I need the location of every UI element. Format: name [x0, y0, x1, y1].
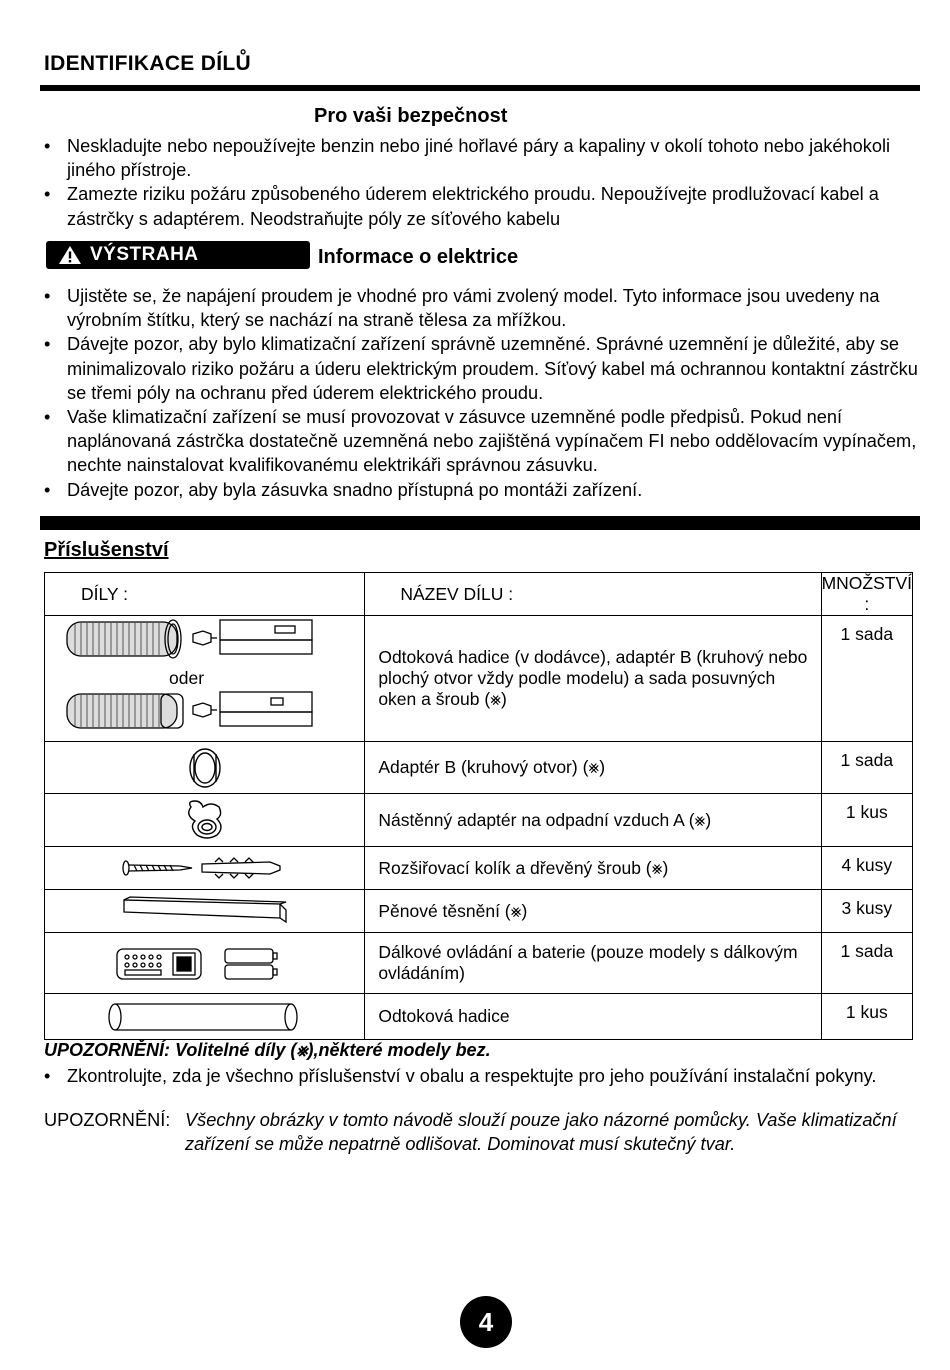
part-name: Odtoková hadice (v dodávce), adaptér B (kruhový nebo plochý otvor vždy podle modelu) a sada posuvných oken a šroub (⨳) — [378, 647, 808, 709]
part-name: Rozšiřovací kolík a dřevěný šroub (⨳) — [378, 857, 669, 878]
part-qty: 1 sada — [840, 941, 894, 961]
page-number: 4 — [460, 1296, 512, 1348]
col-header-parts: DÍLY : — [45, 573, 365, 616]
part-name-cell — [365, 890, 821, 933]
list-item: • Neskladujte nebo nepoužívejte benzin nebo jiné hořlavé páry a kapaliny v okolí tohoto nebo jakéhokoli jiného přístroje. — [44, 136, 891, 181]
accessories-table — [44, 572, 913, 1040]
table-row — [45, 994, 913, 1040]
note-body: Všechny obrázky v tomto návodě slouží pouze jako názorné pomůcky. Vaše klimatizační zařízení se může nepatrně odlišovat. Dominovat musí skutečný tvar. — [185, 1110, 897, 1154]
table-header-row — [45, 573, 913, 616]
safety-heading: Pro vaši bezpečnost — [314, 105, 508, 127]
drain-hose-icon — [105, 1000, 305, 1034]
round-adapter-icon — [185, 746, 225, 790]
table-row — [45, 933, 913, 994]
part-name: Adaptér B (kruhový otvor) (⨳) — [378, 757, 606, 777]
safety-list — [40, 134, 920, 231]
part-image-anchor-screw — [45, 847, 365, 890]
part-name-cell — [365, 794, 821, 847]
qty-cell — [821, 890, 912, 933]
list-item: • Dávejte pozor, aby bylo klimatizační zařízení správně uzemněné. Správné uzemnění je důležité, aby se minimalizovalo riziko požáru a úderu elektrickým proudem. Síťový kabel má ochrannou kontaktní zástrčku se třemi póly na ochranu před úderem elektrického proudu. — [44, 334, 918, 403]
accessories-heading: Příslušenství — [44, 539, 169, 561]
col-header-name: NÁZEV DÍLU : — [365, 573, 821, 616]
part-image-wall-adapter — [45, 794, 365, 847]
optional-parts-note: UPOZORNĚNÍ: Volitelné díly (⨳),některé modely bez. — [44, 1040, 491, 1060]
list-item: • Vaše klimatizační zařízení se musí provozovat v zásuvce uzemněné podle předpisů. Pokud není naplánovaná zástrčka dostatečně uzemněná nebo zajištěná vypínačem FI nebo oddělovacím vypínačem, nechte nainstalovat kvalifikovanému elektrikáři správnou zásuvku. — [44, 407, 917, 476]
table-row — [45, 794, 913, 847]
part-name: Odtoková hadice — [378, 1006, 510, 1026]
list-item: • Ujistěte se, že napájení proudem je vhodné pro vámi zvolený model. Tyto informace jsou uvedeny na výrobním štítku, který se nachází na straně tělesa za mřížkou. — [44, 286, 880, 331]
oder-label: oder — [169, 668, 205, 688]
list-item: • Zamezte riziku požáru způsobeného úderem elektrického proudu. Nepoužívejte prodlužovací kabel a zástrčky s adaptérem. Neodstraňujte póly ze síťového kabelu — [44, 184, 879, 229]
warning-label: VÝSTRAHA — [90, 244, 199, 265]
part-name-cell — [365, 616, 821, 742]
remote-and-batteries-icon — [115, 943, 295, 983]
foam-seal-icon — [120, 894, 290, 928]
warning-icon — [58, 245, 82, 265]
list-item: • Dávejte pozor, aby byla zásuvka snadno přístupná po montáži zařízení. — [44, 479, 643, 500]
table-row — [45, 847, 913, 890]
qty-cell — [821, 994, 912, 1040]
qty-cell — [821, 742, 912, 794]
part-image-hose-kit — [45, 616, 365, 742]
part-image-adapter-b — [45, 742, 365, 794]
qty-cell — [821, 794, 912, 847]
page-title: IDENTIFIKACE DÍLŮ — [44, 52, 251, 75]
list-item: • Zkontrolujte, zda je všechno příslušenství v obalu a respektujte pro jeho používání instalační pokyny. — [44, 1066, 877, 1086]
table-row — [45, 890, 913, 933]
part-name-cell — [365, 847, 821, 890]
table-row — [45, 742, 913, 794]
part-qty: 1 kus — [845, 802, 888, 822]
part-qty: 1 sada — [840, 750, 894, 770]
wall-adapter-icon — [183, 797, 227, 843]
part-name-cell — [365, 742, 821, 794]
part-image-drain-hose — [45, 994, 365, 1040]
part-qty: 3 kusy — [841, 898, 893, 918]
part-name-cell — [365, 933, 821, 994]
part-qty: 4 kusy — [841, 855, 893, 875]
electric-list — [40, 284, 920, 502]
section-divider — [40, 516, 920, 530]
qty-cell — [821, 933, 912, 994]
part-qty: 1 kus — [845, 1002, 888, 1022]
warning-badge — [46, 241, 310, 269]
part-name: Nástěnný adaptér na odpadní vzduch A (⨳) — [378, 809, 712, 830]
qty-cell — [821, 847, 912, 890]
part-name: Pěnové těsnění (⨳) — [378, 900, 528, 921]
part-qty: 1 sada — [840, 624, 894, 644]
electric-heading: Informace o elektrice — [318, 246, 519, 268]
table-row — [45, 616, 913, 742]
anchor-and-screw-icon — [120, 856, 290, 880]
part-name-cell — [365, 994, 821, 1040]
title-divider — [40, 85, 920, 91]
col-header-qty: MNOŽSTVÍ : — [821, 573, 912, 614]
part-image-foam-seal — [45, 890, 365, 933]
part-image-remote — [45, 933, 365, 994]
qty-cell — [821, 616, 912, 742]
note-label: UPOZORNĚNÍ: — [44, 1110, 171, 1130]
check-list — [40, 1064, 920, 1088]
part-name: Dálkové ovládání a baterie (pouze modely s dálkovým ovládáním) — [378, 942, 798, 983]
